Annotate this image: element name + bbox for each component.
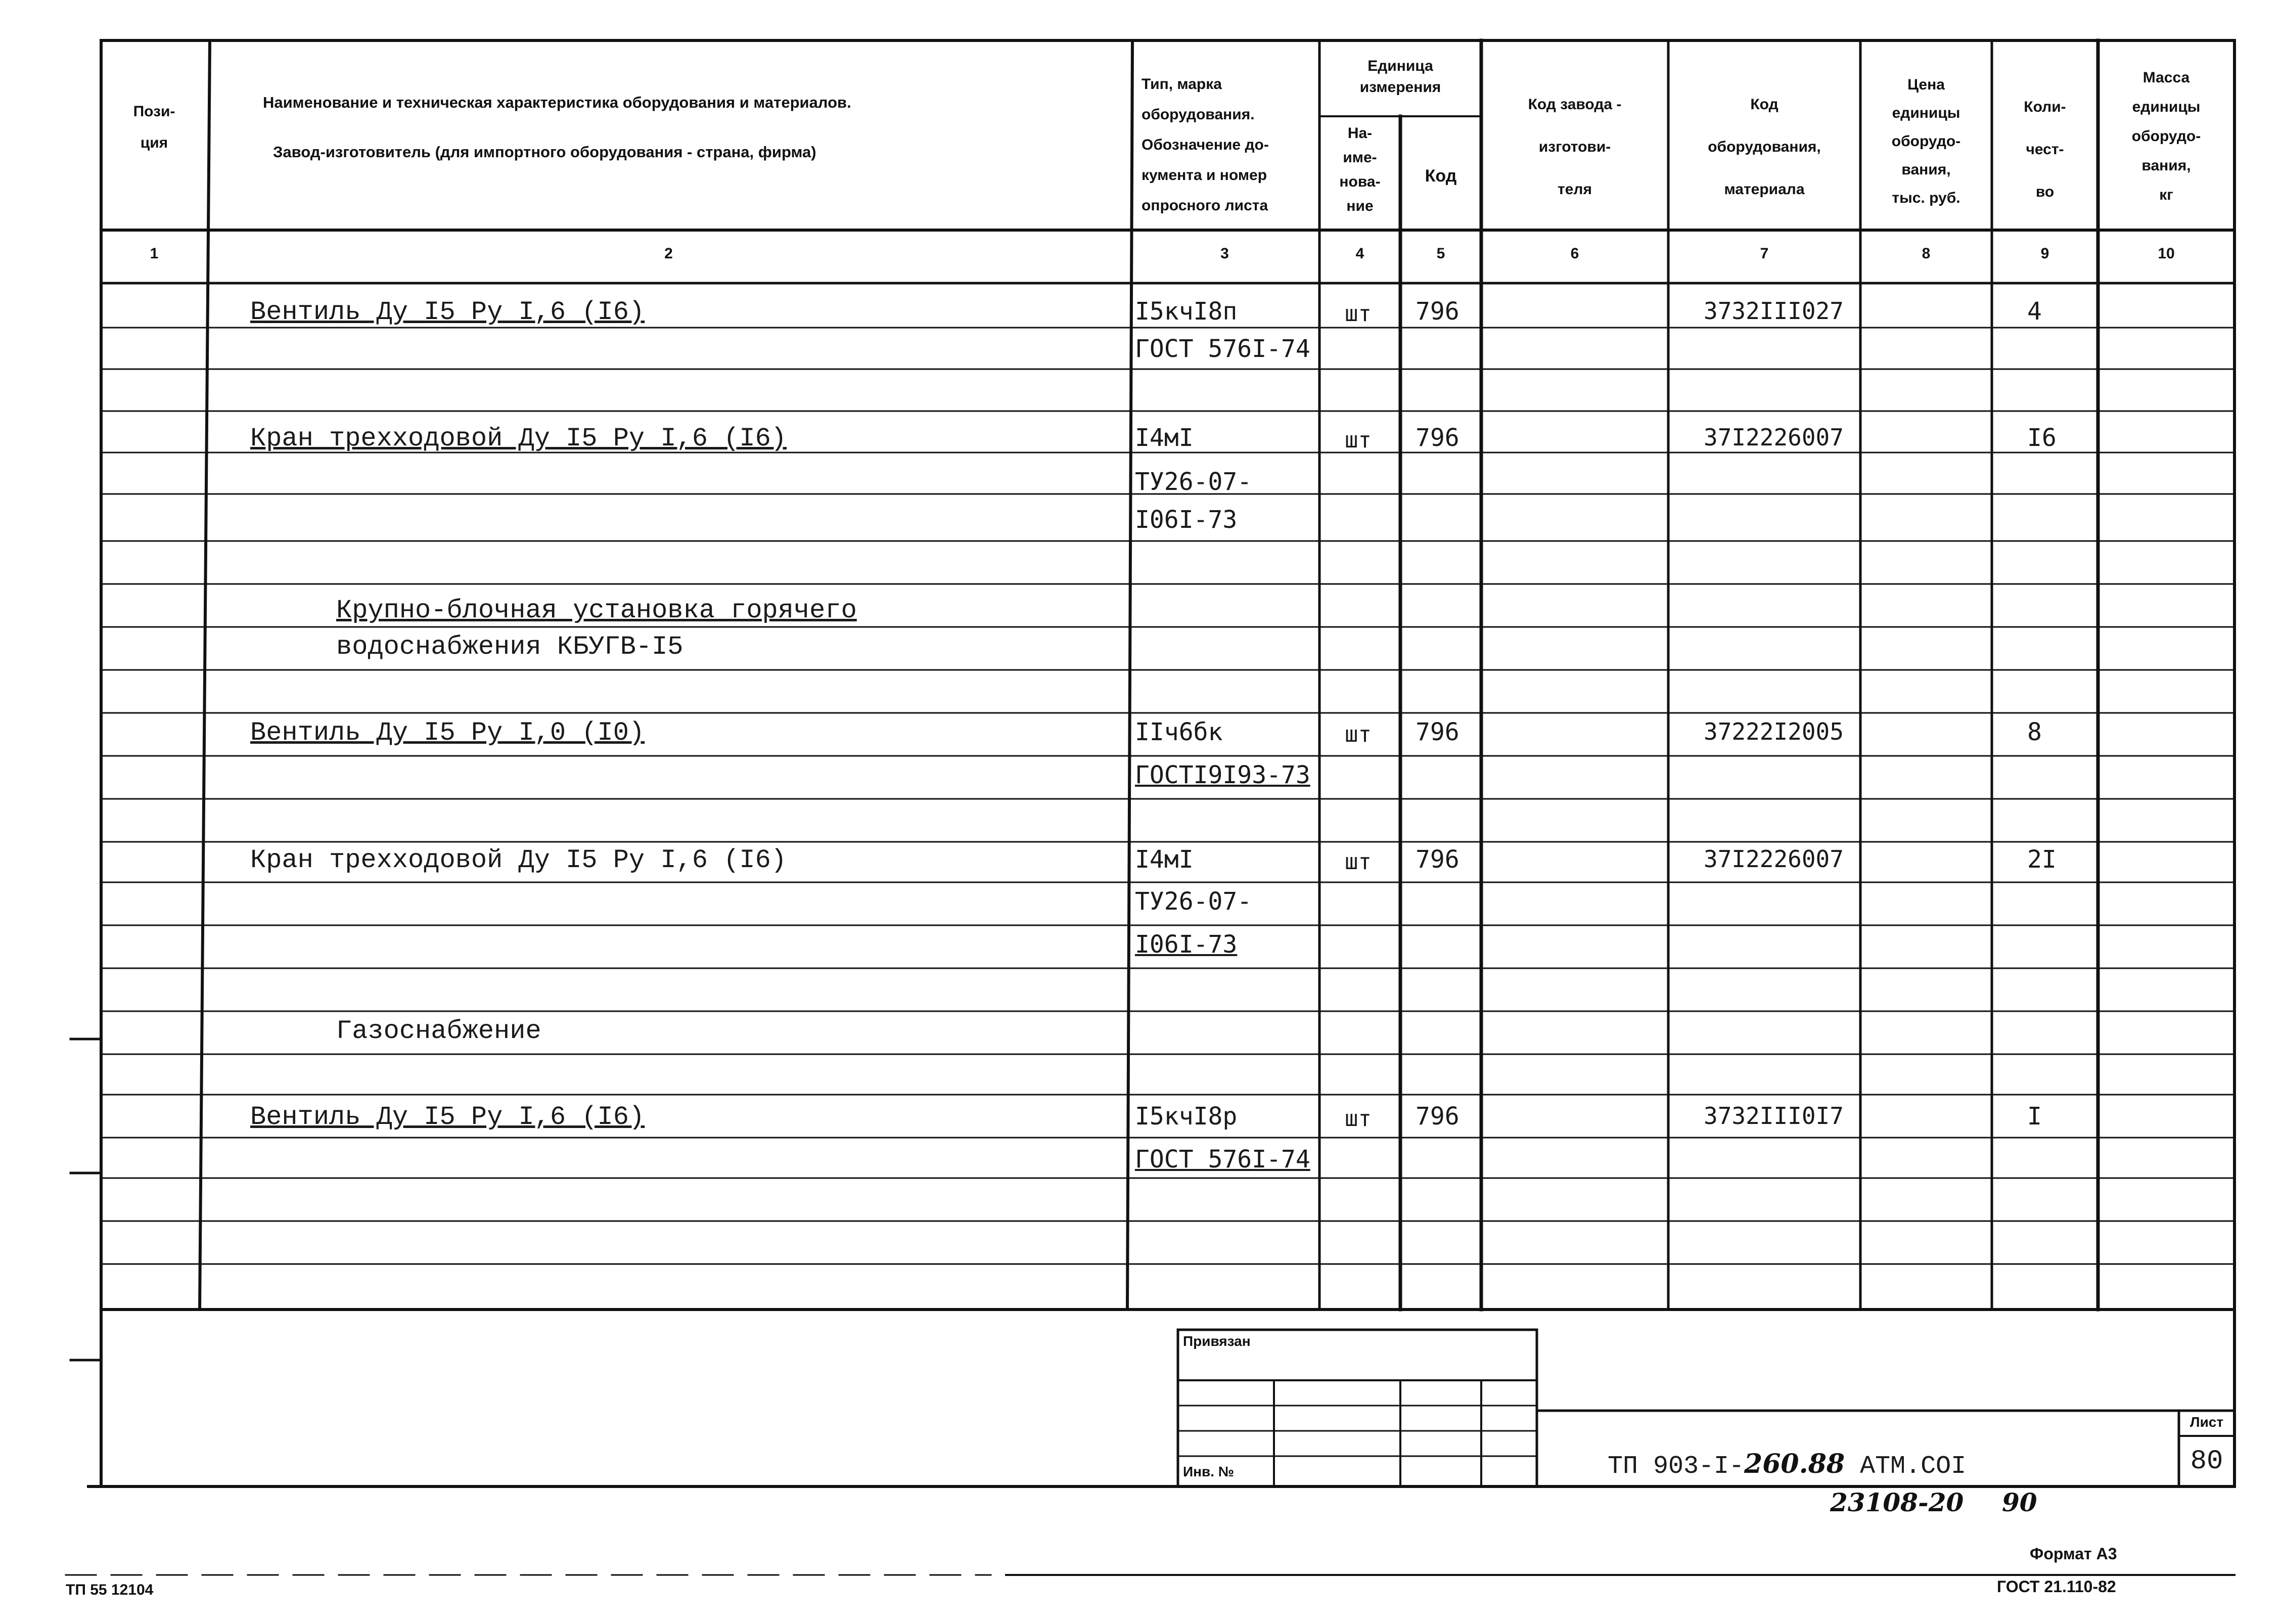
- row2-type-doc2: I06I-73: [1135, 506, 1238, 534]
- footer-gost: ГОСТ 21.110-82: [1997, 1577, 2116, 1596]
- row4-type-doc: ТУ26-07-: [1135, 887, 1252, 916]
- row1-qty: 4: [2027, 297, 2042, 326]
- row1-type: I5кчI8п: [1135, 297, 1238, 326]
- stamp-inv-no: Инв. №: [1183, 1464, 1235, 1479]
- stamp-privyazan: Привязан: [1183, 1333, 1251, 1349]
- footer-format: Формат А3: [2030, 1545, 2117, 1563]
- row5-qty: I: [2027, 1102, 2042, 1131]
- header-quantity: Коли- чест- во: [2024, 99, 2066, 200]
- row2-type-doc: ТУ26-07-: [1135, 468, 1252, 496]
- row3-type-doc: ГОСТI9I93-73: [1135, 761, 1310, 789]
- row5-code: 796: [1416, 1102, 1459, 1131]
- row4-name: Кран трехходовой Ду I5 Ру I,6 (I6): [250, 845, 787, 875]
- header-unit-name: На- име- нова- ние: [1339, 125, 1381, 214]
- row5-type-doc: ГОСТ 576I-74: [1135, 1145, 1310, 1174]
- row3-unit: шт: [1345, 721, 1372, 747]
- handwritten-archive-number: 23108-20: [1830, 1487, 1964, 1517]
- row5-equip-code: 3732III0I7: [1704, 1102, 1844, 1130]
- row2-name: Кран трехходовой Ду I5 Ру I,6 (I6): [250, 424, 787, 454]
- row3-equip-code: 37222I2005: [1704, 718, 1844, 745]
- row5-name: Вентиль Ду I5 Ру I,6 (I6): [250, 1102, 645, 1132]
- col-number-9: 9: [2040, 245, 2049, 262]
- row2-unit: шт: [1345, 427, 1372, 453]
- row3-type: IIч6бк: [1135, 718, 1223, 746]
- row4-type-doc2: I06I-73: [1135, 930, 1238, 959]
- header-factory-code: Код завода - изготови- теля: [1528, 96, 1622, 198]
- col-number-7: 7: [1760, 245, 1769, 262]
- section-heading-kbugv-line2: водоснабжения КБУГВ-I5: [336, 632, 683, 662]
- row4-type: I4мI: [1135, 845, 1194, 874]
- header-unit-group: Единица измерения: [1359, 58, 1441, 96]
- col-number-8: 8: [1922, 245, 1931, 262]
- col-number-4: 4: [1355, 245, 1364, 262]
- doc-code-handwritten: 260.88: [1744, 1449, 1845, 1479]
- doc-code-suffix: АТМ.СОI: [1860, 1452, 1967, 1481]
- row2-qty: I6: [2027, 424, 2057, 452]
- header-position: Пози- ция: [133, 103, 175, 151]
- section-heading-gas: Газоснабжение: [336, 1016, 541, 1046]
- header-unit-code: Код: [1425, 166, 1457, 186]
- row4-code: 796: [1416, 845, 1459, 874]
- row2-code: 796: [1416, 424, 1459, 452]
- footer-left-code: ТП 55 12104: [66, 1582, 154, 1598]
- doc-code-prefix: ТП 903-I-: [1608, 1452, 1745, 1481]
- col-number-1: 1: [150, 245, 159, 262]
- row1-equip-code: 3732III027: [1704, 297, 1844, 325]
- row3-qty: 8: [2027, 718, 2042, 746]
- stamp-sheet-number: 80: [2190, 1446, 2223, 1477]
- header-name-line2: Завод-изготовитель (для импортного оборудования - страна, фирма): [273, 143, 816, 161]
- col-number-10: 10: [2158, 245, 2175, 262]
- section-heading-kbugv-line1: Крупно-блочная установка горячего: [336, 596, 857, 625]
- row1-code: 796: [1416, 297, 1459, 326]
- row1-type-doc: ГОСТ 576I-74: [1135, 335, 1310, 363]
- header-price: Цена единицы оборудо- вания, тыс. руб.: [1891, 76, 1961, 206]
- header-equipment-code: Код оборудования, материала: [1708, 96, 1821, 198]
- row4-qty: 2I: [2027, 845, 2057, 874]
- stamp-sheet-label: Лист: [2189, 1414, 2224, 1430]
- col-number-2: 2: [664, 245, 673, 262]
- col-number-5: 5: [1436, 245, 1445, 262]
- header-name-line1: Наименование и техническая характеристика оборудования и материалов.: [263, 94, 851, 111]
- row5-type: I5кчI8р: [1135, 1102, 1238, 1131]
- col-number-3: 3: [1220, 245, 1229, 262]
- header-type: Тип, марка оборудования. Обозначение до- кумента и номер опросного листа: [1142, 76, 1269, 214]
- row1-name: Вентиль Ду I5 Ру I,6 (I6): [250, 297, 645, 327]
- row2-equip-code: 37I2226007: [1704, 424, 1844, 451]
- row2-type: I4мI: [1135, 424, 1194, 452]
- col-number-6: 6: [1570, 245, 1579, 262]
- row4-equip-code: 37I2226007: [1704, 845, 1844, 873]
- row5-unit: шт: [1345, 1106, 1372, 1132]
- row1-unit: шт: [1345, 301, 1372, 327]
- handwritten-archive-suffix: 90: [2002, 1487, 2037, 1517]
- header-mass: Масса единицы оборудо- вания, кг: [2131, 69, 2201, 203]
- stamp-document-code: [1608, 1449, 1966, 1481]
- row4-unit: шт: [1345, 849, 1372, 875]
- row3-name: Вентиль Ду I5 Ру I,0 (I0): [250, 718, 645, 748]
- row3-code: 796: [1416, 718, 1459, 746]
